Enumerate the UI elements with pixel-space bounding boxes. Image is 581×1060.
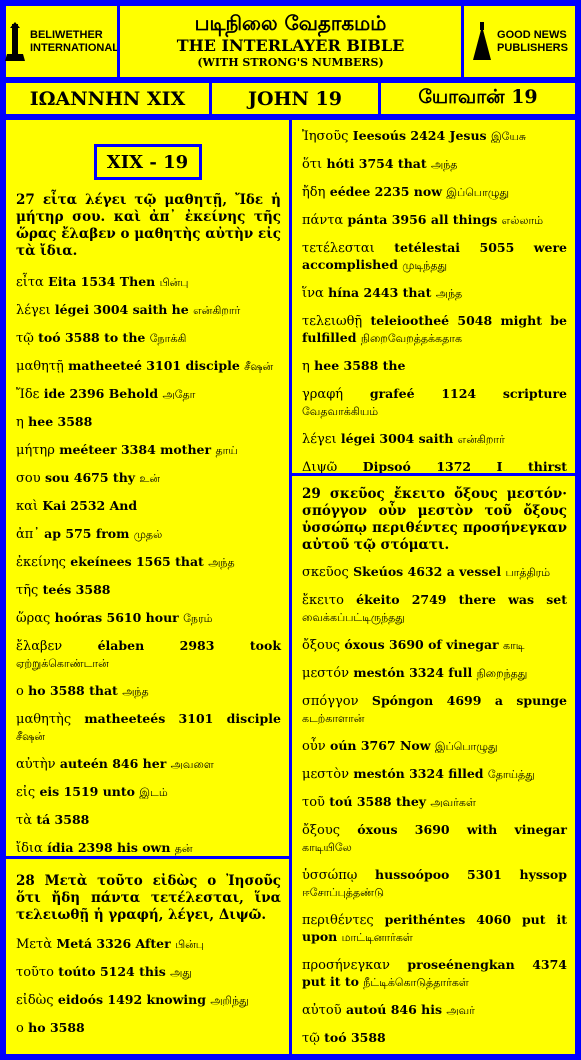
tamil-gloss: என்கிறார்	[193, 304, 241, 317]
tamil-gloss: முதல்	[133, 528, 163, 541]
transliteration-strongs-gloss: teés 3588	[38, 582, 111, 597]
word-entry	[292, 693, 575, 727]
tamil-gloss: இடம்	[139, 786, 168, 799]
greek-word: ὑσσώπῳ	[302, 868, 358, 883]
transliteration-strongs-gloss: teleiootheé 5048 might be fulfilled	[302, 313, 567, 345]
verse-29-text: 29 σκεῦος ἔκειτο ὄξους μεστόν· σπόγγον οὖν μεστὸν τοῦ ὄξους ὑσσώπῳ περιθέντες προσήνεγκαν αὐτοῦ τῷ στόματι.	[302, 486, 567, 553]
transliteration-strongs-gloss: toúto 5124 this	[53, 964, 171, 979]
greek-word: αὐτὴν	[16, 757, 56, 772]
transliteration-strongs-gloss: ekeínees 1565 that	[65, 554, 209, 569]
greek-word: τετέλεσται	[302, 241, 375, 256]
right-logo-line1: GOOD NEWS	[497, 28, 567, 41]
greek-word: τελειωθῇ	[302, 314, 363, 329]
greek-word: πάντα	[302, 213, 344, 228]
greek-word: ἴδια	[16, 841, 43, 856]
transliteration-strongs-gloss: matheeteé 3101 disciple	[63, 358, 245, 373]
word-entry	[292, 766, 575, 783]
word-entry	[6, 610, 289, 627]
transliteration-strongs-gloss: légei 3004 saith	[336, 431, 458, 446]
tamil-gloss: அதோ	[162, 388, 196, 401]
tamil-gloss: அந்த	[431, 158, 458, 171]
transliteration-strongs-gloss: perithéntes 4060 put it upon	[302, 912, 567, 944]
word-entry	[292, 794, 575, 811]
tamil-gloss: முடிந்தது	[402, 259, 448, 272]
word-entry	[6, 498, 289, 515]
verse-28-text: 28 Μετὰ τοῦτο εἰδὼς ο Ἰησοῦς ὅτι ἤδη πάντα τετέλεσται, ἵνα τελειωθῇ ἡ γραφή, λέγει, Διψῶ.	[16, 873, 281, 923]
transliteration-strongs-gloss: ho 3588 that	[23, 683, 123, 698]
word-entry	[6, 526, 289, 543]
word-entry	[6, 1020, 289, 1037]
verse-28-continued-word-list	[292, 128, 575, 476]
word-entry	[292, 1030, 575, 1047]
greek-word: ὥρας	[16, 611, 51, 626]
word-entry	[6, 302, 289, 319]
tamil-gloss: அந்த	[208, 556, 235, 569]
word-entry	[6, 330, 289, 347]
greek-word: μεστὸν	[302, 767, 349, 782]
word-entry	[6, 756, 289, 773]
word-entry	[292, 313, 575, 347]
transliteration-strongs-gloss: hee 3588 the	[309, 358, 406, 373]
tamil-gloss: தன்	[174, 842, 193, 855]
word-entry	[292, 822, 575, 856]
word-entry	[292, 128, 575, 145]
greek-word: λέγει	[302, 432, 337, 447]
greek-word: Μετὰ	[16, 937, 53, 952]
title-tamil: படிநிலை வேதாகமம்	[194, 11, 387, 35]
transliteration-strongs-gloss: Dipsoó 1372 I thirst	[337, 459, 567, 474]
word-entry	[6, 683, 289, 700]
word-entry	[292, 912, 575, 946]
tamil-gloss: ஈசோப்புத்தண்டு	[302, 886, 384, 899]
transliteration-strongs-gloss: ídia 2398 his own	[42, 840, 175, 855]
word-entry	[6, 358, 289, 375]
word-entry	[6, 582, 289, 599]
title-subtitle: (WITH STRONG'S NUMBERS)	[197, 56, 384, 69]
word-entry	[6, 812, 289, 829]
tamil-gloss: நிறைவேறத்தக்கதாக	[360, 332, 463, 345]
greek-word: ἀπ᾽	[16, 527, 40, 542]
tamil-gloss: காடி	[503, 639, 525, 652]
word-entry	[6, 840, 289, 857]
greek-word: μαθητὴς	[16, 712, 72, 727]
greek-word: η	[16, 415, 24, 430]
transliteration-strongs-gloss: hoóras 5610 hour	[50, 610, 184, 625]
tamil-gloss: அவர்	[446, 1004, 475, 1017]
greek-word: ὅτι	[302, 157, 323, 172]
chapter-greek: ΙΩΑΝΝΗΝ XIX	[3, 80, 212, 117]
title-english: THE INTERLAYER BIBLE	[176, 36, 405, 55]
transliteration-strongs-gloss: tetélestai 5055 were accomplished	[302, 240, 567, 272]
chapter-tamil: யோவான் 19	[378, 80, 578, 117]
tamil-gloss: அது	[170, 966, 192, 979]
word-entry	[292, 156, 575, 173]
transliteration-strongs-gloss: autoú 846 his	[341, 1002, 447, 1017]
transliteration-strongs-gloss: oún 3767 Now	[325, 738, 435, 753]
tamil-gloss: இயேசு	[490, 130, 527, 143]
tamil-gloss: அறிந்து	[210, 994, 249, 1007]
word-entry	[292, 564, 575, 581]
transliteration-strongs-gloss: eédee 2235 now	[325, 184, 447, 199]
tamil-gloss: பாத்திரம்	[505, 566, 551, 579]
left-logo-line1: BELIWETHER	[30, 28, 103, 41]
tamil-gloss: அந்த	[435, 287, 463, 300]
transliteration-strongs-gloss: Spóngon 4699 a spunge	[358, 693, 567, 708]
tamil-gloss: நேரம்	[183, 612, 213, 625]
greek-word: οὖν	[302, 739, 326, 754]
greek-word: ὄξους	[302, 638, 340, 653]
word-entry	[6, 414, 289, 431]
chapter-english: JOHN 19	[209, 80, 381, 117]
word-entry	[6, 442, 289, 459]
verse-28-continued-panel	[289, 117, 578, 476]
transliteration-strongs-gloss: Skeúos 4632 a vessel	[348, 564, 506, 579]
tamil-gloss: அந்த	[122, 685, 149, 698]
verse-27-panel	[3, 117, 292, 859]
transliteration-strongs-gloss: Ieesoús 2424 Jesus	[348, 128, 491, 143]
verse-29-word-list	[292, 564, 575, 1057]
word-entry	[6, 274, 289, 291]
left-logo-line2: INTERNATIONAL	[30, 41, 120, 54]
word-entry	[292, 184, 575, 201]
tamil-gloss: தாய்	[215, 444, 238, 457]
word-entry	[6, 386, 289, 403]
greek-word: τῷ	[16, 331, 34, 346]
transliteration-strongs-gloss: pánta 3956 all things	[343, 212, 502, 227]
word-entry	[292, 592, 575, 626]
greek-word: ἔκειτο	[302, 593, 344, 608]
word-entry	[292, 637, 575, 654]
greek-word: ο	[16, 684, 24, 699]
greek-word: ἔλαβεν	[16, 639, 63, 654]
transliteration-strongs-gloss: ide 2396 Behold	[39, 386, 163, 401]
transliteration-strongs-gloss: proseénengkan 4374 put it to	[302, 957, 567, 989]
word-entry	[292, 431, 575, 448]
transliteration-strongs-gloss: toú 3588 they	[324, 794, 431, 809]
greek-word: καὶ	[16, 499, 39, 514]
greek-word: γραφή	[302, 387, 344, 402]
tamil-gloss: சீஷன்	[16, 730, 46, 743]
greek-word: αὐτοῦ	[302, 1003, 342, 1018]
tamil-gloss: உன்	[139, 472, 161, 485]
tamil-gloss: இப்பொழுது	[446, 186, 510, 199]
tamil-gloss: எல்லாம்	[501, 214, 544, 227]
greek-word: λέγει	[16, 303, 51, 318]
word-entry	[292, 1002, 575, 1019]
greek-word: σπόγγον	[302, 694, 359, 709]
tamil-gloss: நீட்டிக்கொடுத்தார்கள்	[363, 976, 469, 989]
transliteration-strongs-gloss: ékeito 2749 there was set	[343, 592, 567, 607]
greek-word: σου	[16, 471, 41, 486]
word-entry	[6, 638, 289, 672]
greek-word: Ἴδε	[16, 387, 40, 402]
word-entry	[292, 867, 575, 901]
word-entry	[6, 936, 289, 953]
greek-word: ἵνα	[302, 286, 324, 301]
greek-word: μεστόν	[302, 666, 349, 681]
bellwether-logo-icon	[4, 22, 26, 62]
transliteration-strongs-gloss: hee 3588	[23, 414, 93, 429]
tamil-gloss: சீஷன்	[244, 360, 274, 373]
greek-word: ο	[16, 1021, 24, 1036]
transliteration-strongs-gloss: Eita 1534 Then	[43, 274, 160, 289]
greek-word: τῷ	[302, 1031, 320, 1046]
tamil-gloss: பின்பு	[159, 276, 189, 289]
greek-word: Διψῶ	[302, 460, 338, 475]
verse-28-panel	[3, 856, 292, 1057]
tamil-gloss: நிறைந்தது	[476, 667, 528, 680]
transliteration-strongs-gloss: hussoópoo 5301 hyssop	[357, 867, 567, 882]
transliteration-strongs-gloss: Metá 3326 After	[52, 936, 176, 951]
tamil-gloss: ஏற்றுக்கொண்டான்	[16, 657, 109, 670]
word-entry	[6, 711, 289, 745]
tamil-gloss: அவர்கள்	[430, 796, 476, 809]
greek-word: μαθητῇ	[16, 359, 64, 374]
tamil-gloss: வேதவாக்கியம்	[302, 405, 379, 418]
transliteration-strongs-gloss: légei 3004 saith he	[50, 302, 194, 317]
tamil-gloss: தோய்த்து	[487, 768, 535, 781]
transliteration-strongs-gloss: matheeteés 3101 disciple	[71, 711, 281, 726]
word-entry	[6, 784, 289, 801]
greek-word: τοῦτο	[16, 965, 54, 980]
title-block	[117, 3, 464, 80]
chapter-label: XIX - 19	[94, 144, 202, 180]
tamil-gloss: அவளை	[170, 758, 214, 771]
word-entry	[292, 386, 575, 420]
greek-word: σκεῦος	[302, 565, 349, 580]
greek-word: η	[302, 359, 310, 374]
greek-word: ὄξους	[302, 823, 340, 838]
word-entry	[6, 964, 289, 981]
tamil-gloss: என்கிறார்	[457, 433, 505, 446]
transliteration-strongs-gloss: grafeé 1124 scripture	[343, 386, 567, 401]
word-entry	[292, 738, 575, 755]
tamil-gloss: வைக்கப்பட்டிருந்தது	[302, 611, 405, 624]
greek-word: τῆς	[16, 583, 39, 598]
verse-27-text: 27 εἶτα λέγει τῷ μαθητῇ, Ἴδε ἡ μήτηρ σου. καὶ ἀπ᾽ ἐκείνης τῆς ὥρας ἔλαβεν ο μαθητὴς αὐτὴν εἰς τὰ ἴδια.	[16, 192, 281, 259]
tamil-gloss: காடியிலே	[302, 841, 352, 854]
transliteration-strongs-gloss: élaben 2983 took	[62, 638, 281, 653]
word-entry	[292, 665, 575, 682]
transliteration-strongs-gloss: hóti 3754 that	[322, 156, 432, 171]
word-entry	[292, 285, 575, 302]
left-logo	[3, 3, 120, 80]
greek-word: περιθέντες	[302, 913, 374, 928]
greek-word: τὰ	[16, 813, 32, 828]
verse-28-word-list	[6, 936, 289, 1037]
transliteration-strongs-gloss: eis 1519 unto	[35, 784, 140, 799]
transliteration-strongs-gloss: tá 3588	[31, 812, 90, 827]
tamil-gloss: பின்பு	[175, 938, 204, 951]
transliteration-strongs-gloss: sou 4675 thy	[40, 470, 140, 485]
transliteration-strongs-gloss: toó 3588	[319, 1030, 386, 1045]
transliteration-strongs-gloss: toó 3588 to the	[33, 330, 150, 345]
transliteration-strongs-gloss: mestón 3324 full	[348, 665, 477, 680]
tamil-gloss: நோக்கி	[149, 332, 187, 345]
greek-word: εἰς	[16, 785, 36, 800]
word-entry	[292, 212, 575, 229]
greek-word: τοῦ	[302, 795, 325, 810]
transliteration-strongs-gloss: hína 2443 that	[323, 285, 436, 300]
tamil-gloss: மாட்டினார்கள்	[341, 931, 413, 944]
greek-word: εἰδὼς	[16, 993, 54, 1008]
greek-word: εἶτα	[16, 275, 44, 290]
right-logo	[461, 3, 578, 80]
transliteration-strongs-gloss: eidoós 1492 knowing	[53, 992, 211, 1007]
tamil-gloss: கடற்காளான்	[302, 712, 365, 725]
greek-word: προσήνεγκαν	[302, 958, 390, 973]
transliteration-strongs-gloss: óxous 3690 of vinegar	[340, 637, 503, 652]
greek-word: μήτηρ	[16, 443, 55, 458]
word-entry	[292, 240, 575, 274]
verse-29-panel	[289, 473, 578, 1057]
good-news-logo-icon	[471, 22, 493, 62]
tamil-gloss: இப்பொழுது	[434, 740, 498, 753]
transliteration-strongs-gloss: auteén 846 her	[55, 756, 171, 771]
word-entry	[292, 957, 575, 991]
word-entry	[6, 470, 289, 487]
transliteration-strongs-gloss: Kai 2532 And	[38, 498, 138, 513]
word-entry	[292, 358, 575, 375]
transliteration-strongs-gloss: meéteer 3384 mother	[54, 442, 216, 457]
word-entry	[6, 992, 289, 1009]
transliteration-strongs-gloss: ho 3588	[23, 1020, 85, 1035]
greek-word: Ἰησοῦς	[302, 129, 349, 144]
transliteration-strongs-gloss: mestón 3324 filled	[348, 766, 488, 781]
word-entry	[6, 554, 289, 571]
greek-word: ἐκείνης	[16, 555, 66, 570]
greek-word: ἤδη	[302, 185, 326, 200]
right-logo-line2: PUBLISHERS	[497, 41, 568, 54]
verse-27-word-list	[6, 274, 289, 857]
transliteration-strongs-gloss: ap 575 from	[39, 526, 134, 541]
transliteration-strongs-gloss: óxous 3690 with vinegar	[340, 822, 567, 837]
